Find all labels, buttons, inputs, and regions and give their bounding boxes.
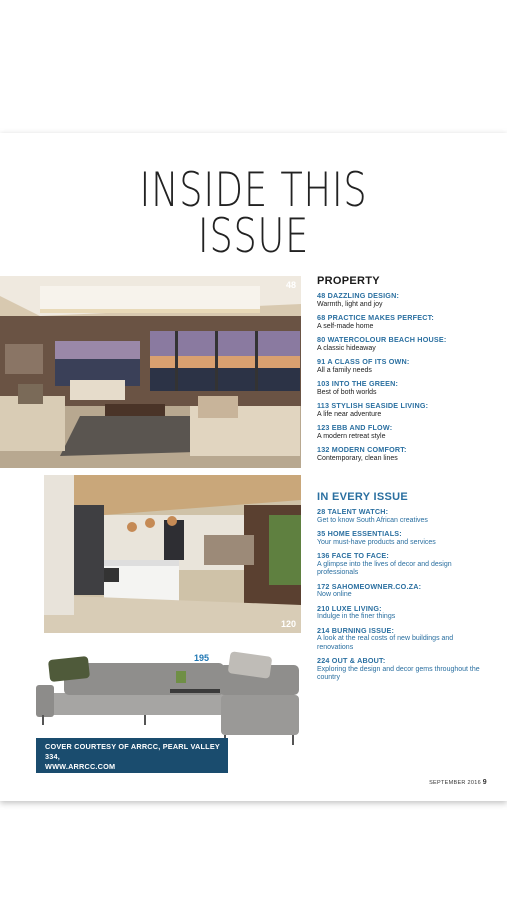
property-entry-title: 123 EBB AND FLOW: — [317, 423, 393, 432]
every-issue-entry-title: 172 SAHOMEOWNER.CO.ZA: — [317, 581, 422, 591]
property-section — [317, 275, 487, 468]
property-entry-desc: A life near adventure — [317, 410, 382, 418]
property-entry-desc: Best of both worlds — [317, 388, 377, 396]
every-issue-section — [317, 491, 487, 688]
property-entry-title: 132 MODERN COMFORT: — [317, 445, 407, 454]
every-issue-entry — [317, 627, 487, 653]
property-entry-desc: A modern retreat style — [317, 432, 386, 440]
property-entry-desc: A classic hideaway — [317, 344, 376, 352]
every-issue-entry — [317, 657, 487, 683]
every-issue-entry — [317, 508, 487, 525]
cover-credit-line1: COVER COURTESY OF ARRCC, PEARL VALLEY 334, — [45, 742, 220, 761]
every-issue-entry — [317, 552, 487, 578]
every-issue-entry — [317, 530, 487, 547]
property-entry-title: 80 WATERCOLOUR BEACH HOUSE: — [317, 335, 447, 344]
every-issue-entry-title: 214 BURNING ISSUE: — [317, 625, 395, 635]
property-entry-title: 103 INTO THE GREEN: — [317, 379, 399, 388]
property-entry-title: 68 PRACTICE MAKES PERFECT: — [317, 313, 435, 322]
every-issue-entry-title: 210 LUXE LIVING: — [317, 603, 382, 613]
living-room-photo — [0, 276, 301, 468]
footer-page-number: 9 — [482, 779, 487, 786]
property-entry — [317, 292, 487, 309]
every-issue-entry — [317, 605, 487, 622]
property-entry-title: 113 STYLISH SEASIDE LIVING: — [317, 401, 429, 410]
property-entry — [317, 424, 487, 441]
every-issue-entry-title: 35 HOME ESSENTIALS: — [317, 529, 402, 538]
cover-credit-box — [36, 738, 228, 773]
property-entry-desc: Contemporary, clean lines — [317, 454, 398, 462]
property-entry — [317, 446, 487, 463]
property-entry — [317, 336, 487, 353]
every-issue-entry-title: 136 FACE TO FACE: — [317, 551, 389, 560]
living-room-illustration — [0, 276, 301, 468]
kitchen-photo — [44, 475, 301, 633]
sofa-illustration — [34, 645, 304, 745]
footer-month: SEPTEMBER 2016 — [429, 780, 481, 786]
page-number-195: 195 — [194, 653, 210, 663]
property-entry — [317, 358, 487, 375]
property-heading: PROPERTY — [317, 275, 380, 287]
every-issue-entry-desc: A look at the real costs of new buildings and renovations — [317, 635, 454, 651]
page-title-line1: INSIDE THIS — [139, 163, 368, 218]
every-issue-entry-desc: A glimpse into the lives of decor and design professionals — [317, 560, 452, 576]
property-list — [317, 292, 487, 463]
every-issue-entry-desc: Get to know South African creatives — [317, 516, 428, 524]
property-entry — [317, 402, 487, 419]
every-issue-entry-title: 28 TALENT WATCH: — [317, 507, 389, 516]
every-issue-entry-desc: Exploring the design and decor gems throughout the country — [317, 665, 480, 681]
every-issue-entry-desc: Your must-have products and services — [317, 538, 436, 546]
every-issue-entry — [317, 583, 487, 600]
property-entry — [317, 380, 487, 397]
cover-credit-line2: WWW.ARRCC.COM — [45, 762, 116, 771]
every-issue-list — [317, 508, 487, 683]
every-issue-heading: IN EVERY ISSUE — [317, 491, 409, 503]
page-footer — [429, 779, 487, 786]
page-number-120: 120 — [280, 619, 296, 629]
property-entry — [317, 314, 487, 331]
property-entry-desc: Warmth, light and joy — [317, 300, 383, 308]
magazine-page — [0, 133, 507, 801]
page-title-line2: ISSUE — [197, 209, 310, 264]
sofa-photo — [34, 645, 304, 745]
property-entry-desc: All a family needs — [317, 366, 372, 374]
every-issue-entry-title: 224 OUT & ABOUT: — [317, 656, 386, 665]
every-issue-entry-desc: Indulge in the finer things — [317, 613, 396, 620]
page-number-48: 48 — [285, 280, 296, 290]
property-entry-desc: A self-made home — [317, 322, 374, 330]
every-issue-entry-desc: Now online — [317, 591, 352, 598]
kitchen-illustration — [44, 475, 301, 633]
property-entry-title: 91 A CLASS OF ITS OWN: — [317, 357, 410, 366]
property-entry-title: 48 DAZZLING DESIGN: — [317, 291, 400, 300]
